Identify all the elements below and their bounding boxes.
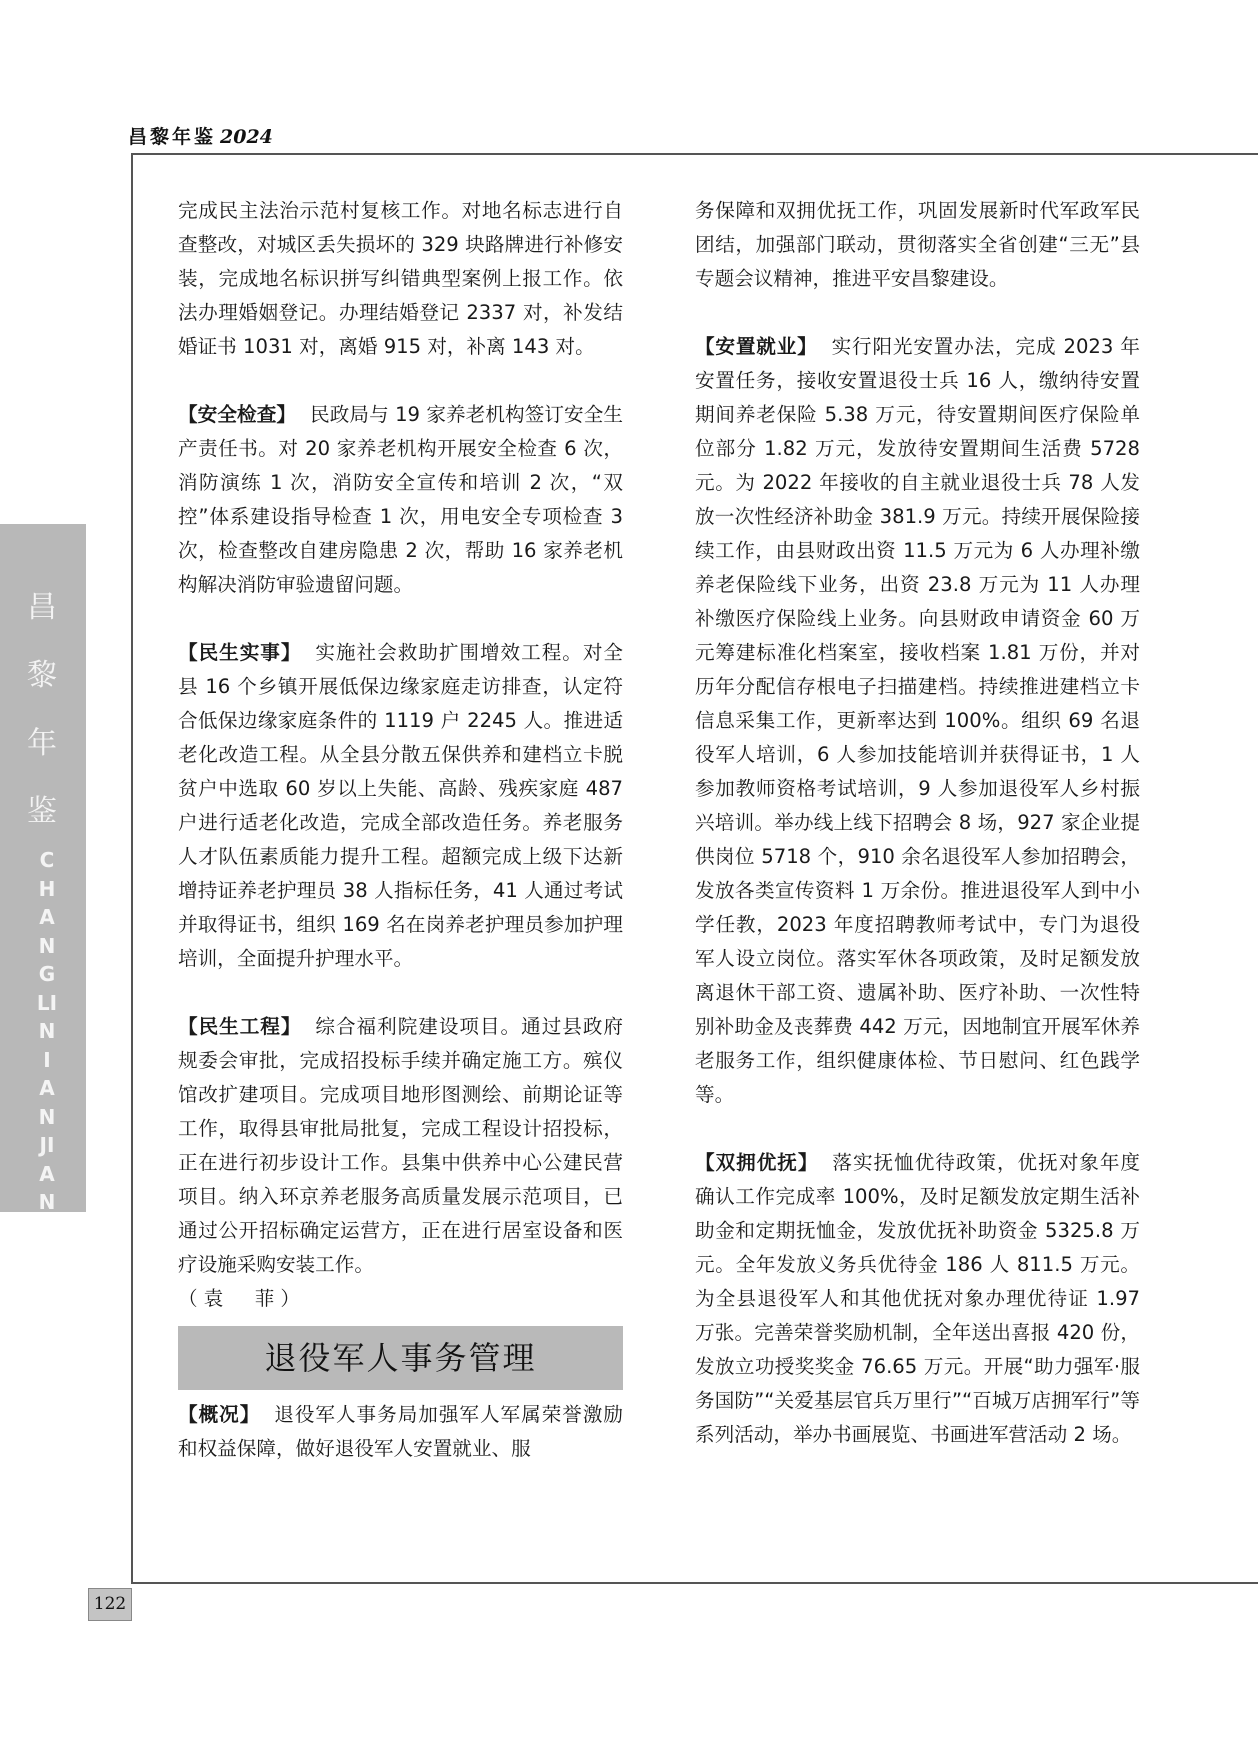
section-tag: 【安置就业】 (695, 335, 818, 358)
author-credit: （袁 菲） (178, 1287, 306, 1310)
running-header (128, 122, 273, 149)
side-char: 昌 (27, 590, 57, 625)
frame-left-rule (131, 153, 133, 1584)
paragraph-placement-employment: 【安置就业】 实行阳光安置办法，完成 2023 年安置任务，接收安置退役士兵 16 人，缴纳待安置期间养老保险 5.38 万元，待安置期间医疗保险单位部分 1.82 万元，发放待安置期间生活费 5728 元。为 2022 年接收的自主就业退役士兵 78 人发放一次性经济补助金 381.9 万元。持续开展保险接续工作，由县财政出资 11.5 万元为 6 人办理补缴养老保险线下业务，出资 23.8 万元为 11 人办理补缴医疗保险线上业务。向县财政申请资金 60 万元筹建标准化档案室，接收档案 1.81 万份，并对历年分配信存根电子扫描建档。持续推进建档立卡信息采集工作，更新率达到 100%。组织 69 名退役军人培训，6 人参加技能培训并获得证书，1 人参加教师资格考试培训，9 人参加退役军人乡村振兴培训。举办线上线下招聘会 8 场，927 家企业提供岗位 5718 个，910 余名退役军人参加招聘会，发放各类宣传资料 1 万余份。推进退役军人到中小学任教，2023 年度招聘教师考试中，专门为退役军人设立岗位。落实军休各项政策，及时足额发放离退休干部工资、遗属补助、医疗补助、一次性特别补助金及丧葬费 442 万元，因地制宜开展军休养老服务工作，组织健康体检、节日慰问、红色践学等。 (695, 335, 1141, 1106)
paragraph-civil-affairs: 完成民主法治示范村复核工作。对地名标志进行自查整改，对城区丢失损坏的 329 块路牌进行补修安装，完成地名标识拼写纠错典型案例上报工作。依法办理婚姻登记。办理结婚登记 2337 对，补发结婚证书 1031 对，离婚 915 对，补离 143 对。 (178, 199, 623, 358)
side-tab (0, 524, 86, 1212)
section-tag: 【民生实事】 (178, 641, 302, 664)
side-char: 黎 (27, 658, 57, 693)
paragraph-overview-continued: 务保障和双拥优抚工作，巩固发展新时代军政军民团结，加强部门联动，贯彻落实全省创建“三无”县专题会议精神，推进平安昌黎建设。 (695, 199, 1140, 290)
section-tag: 【民生工程】 (178, 1015, 302, 1038)
page-number: 122 (88, 1588, 132, 1621)
side-tab-chinese (22, 574, 62, 846)
side-tab-pinyin: CHANGLINIANJIAN (36, 848, 58, 1214)
book-year: 2024 (220, 126, 273, 148)
section-tag: 【安全检查】 (178, 403, 297, 426)
frame-top-rule (131, 153, 1258, 155)
paragraph-military-support: 【双拥优抚】 落实抚恤优待政策，优抚对象年度确认工作完成率 100%，及时足额发放定期生活补助金和定期抚恤金，发放优抚补助资金 5325.8 万元。全年发放义务兵优待金 186 人 811.5 万元。为全县退役军人和其他优抚对象办理优待证 1.97 万张。完善荣誉奖励机制，全年送出喜报 420 份，发放立功授奖奖金 76.65 万元。开展“助力强军·服务国防”“关爱基层官兵万里行”“百城万店拥军行”等系列活动，举办书画展览、书画进军营活动 2 场。 (695, 1151, 1140, 1446)
paragraph-livelihood-projects: 【民生工程】 综合福利院建设项目。通过县政府规委会审批，完成招投标手续并确定施工方。殡仪馆改扩建项目。完成项目地形图测绘、前期论证等工作，取得县审批局批复，完成工程设计招投标，正在进行初步设计工作。县集中供养中心公建民营项目。纳入环京养老服务高质量发展示范项目，已通过公开招标确定运营方，正在进行居室设备和医疗设施采购安装工作。 (178, 1015, 623, 1276)
section-heading: 退役军人事务管理 (178, 1326, 623, 1390)
paragraph-overview: 【概况】 退役军人事务局加强军人军属荣誉激励和权益保障，做好退役军人安置就业、服 (178, 1403, 623, 1460)
frame-bottom-rule (131, 1582, 1258, 1584)
right-column (695, 194, 1140, 1452)
paragraph-livelihood-affairs: 【民生实事】 实施社会救助扩围增效工程。对全县 16 个乡镇开展低保边缘家庭走访排查，认定符合低保边缘家庭条件的 1119 户 2245 人。推进适老化改造工程。从全县分散五保供养和建档立卡脱贫户中选取 60 岁以上失能、高龄、残疾家庭 487 户进行适老化改造，完成全部改造任务。养老服务人才队伍素质能力提升工程。超额完成上级下达新增持证养老护理员 38 人指标任务，41 人通过考试并取得证书，组织 169 名在岗养老护理员参加护理培训，全面提升护理水平。 (178, 641, 623, 970)
side-char: 鉴 (27, 794, 57, 829)
section-tag: 【概况】 (178, 1403, 261, 1426)
left-column (178, 194, 623, 1466)
side-char: 年 (27, 726, 57, 761)
book-title: 昌黎年鉴 (128, 126, 217, 148)
paragraph-safety-inspection: 【安全检查】 民政局与 19 家养老机构签订安全生产责任书。对 20 家养老机构开展安全检查 6 次，消防演练 1 次，消防安全宣传和培训 2 次，“双控”体系建设指导检查 1 次，用电安全专项检查 3 次，检查整改自建房隐患 2 次，帮助 16 家养老机构解决消防审验遗留问题。 (178, 403, 624, 596)
section-tag: 【双拥优抚】 (695, 1151, 819, 1174)
